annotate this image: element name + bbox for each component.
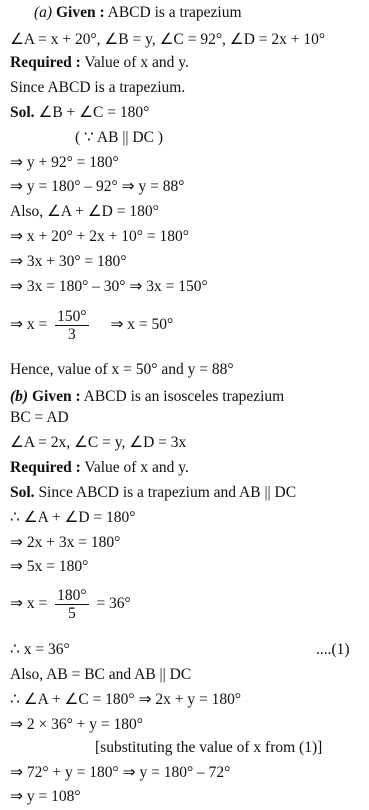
part-a-fraction xyxy=(55,308,88,343)
part-b-fraction-denominator: 5 xyxy=(67,604,76,622)
part-b-step-3: ⇒ 5x = 180° xyxy=(10,558,89,575)
part-b-step-8: ⇒ 72° + y = 180° ⇒ y = 180° – 72° xyxy=(10,764,231,781)
part-b-fraction-numerator: 180° xyxy=(57,586,87,604)
part-b-sol xyxy=(10,483,296,503)
part-b-step-4-suffix: = 36° xyxy=(96,595,131,612)
part-b-angles: ∠A = 2x, ∠C = y, ∠D = 3x xyxy=(10,434,187,451)
part-b-also: Also, AB = BC and AB || DC xyxy=(10,666,192,683)
part-a-required xyxy=(10,53,189,73)
part-a-since: Since ABCD is a trapezium. xyxy=(10,79,186,96)
part-b-required-label: Required : xyxy=(10,459,81,476)
part-a-because: ( ∵ AB || DC ) xyxy=(75,129,163,146)
part-b-substitution-note: [substituting the value of x from (1)] xyxy=(95,739,323,756)
part-b-step-7: ⇒ 2 × 36° + y = 180° xyxy=(10,716,143,733)
part-b-step-4-prefix: ⇒ x = xyxy=(10,595,48,612)
part-b-step-1: ∴ ∠A + ∠D = 180° xyxy=(10,509,136,526)
part-b-given-text: ABCD is an isosceles trapezium xyxy=(83,388,285,405)
part-b-heading xyxy=(10,387,284,407)
part-a-required-text: Value of x and y. xyxy=(84,54,189,71)
part-a-angles: ∠A = x + 20°, ∠B = y, ∠C = 92°, ∠D = 2x + 10° xyxy=(10,31,326,48)
part-b-given-label: Given : xyxy=(31,388,81,405)
equation-reference-1: ....(1) xyxy=(316,641,350,658)
part-a-step-6 xyxy=(10,305,173,345)
part-b-fraction xyxy=(55,587,88,622)
part-a-fraction-numerator: 150° xyxy=(57,307,87,325)
part-a-step-5: ⇒ 3x = 180° – 30° ⇒ 3x = 150° xyxy=(10,278,208,295)
part-b-step-6: ∴ ∠A + ∠C = 180° ⇒ 2x + y = 180° xyxy=(10,691,242,708)
part-b-required-text: Value of x and y. xyxy=(84,459,189,476)
part-a-heading xyxy=(34,3,242,23)
part-a-step-3: ⇒ x + 20° + 2x + 10° = 180° xyxy=(10,228,189,245)
part-a-hence: Hence, value of x = 50° and y = 88° xyxy=(10,361,234,378)
part-a-fraction-denominator: 3 xyxy=(67,325,76,343)
part-a-step-1: ⇒ y + 92° = 180° xyxy=(10,154,119,171)
part-a-step-6-suffix: ⇒ x = 50° xyxy=(110,316,174,333)
part-a-given-text: ABCD is a trapezium xyxy=(107,4,242,21)
part-b-sol-text: Since ABCD is a trapezium and AB || DC xyxy=(38,484,297,501)
part-a-step-4: ⇒ 3x + 30° = 180° xyxy=(10,253,127,270)
part-a-also: Also, ∠A + ∠D = 180° xyxy=(10,203,159,220)
part-b-step-4 xyxy=(10,584,131,624)
part-b-step-9: ⇒ y = 108° xyxy=(10,788,81,805)
part-a-step-6-prefix: ⇒ x = xyxy=(10,316,48,333)
part-a-sol xyxy=(10,103,149,123)
part-b-sol-label: Sol. xyxy=(10,484,35,501)
part-a-step-2: ⇒ y = 180° – 92° ⇒ y = 88° xyxy=(10,178,185,195)
part-a-sol-text: ∠B + ∠C = 180° xyxy=(38,104,150,121)
part-b-step-2: ⇒ 2x + 3x = 180° xyxy=(10,534,121,551)
part-a-sol-label: Sol. xyxy=(10,104,35,121)
part-b-required xyxy=(10,458,189,478)
part-b-step-5: ∴ x = 36° xyxy=(10,641,70,658)
part-b-heading-line-2: BC = AD xyxy=(10,409,69,426)
part-a-given-label: Given : xyxy=(55,4,105,21)
part-a-required-label: Required : xyxy=(10,54,81,71)
part-b-label: (b) xyxy=(10,388,29,405)
part-a-label: (a) xyxy=(34,4,53,21)
